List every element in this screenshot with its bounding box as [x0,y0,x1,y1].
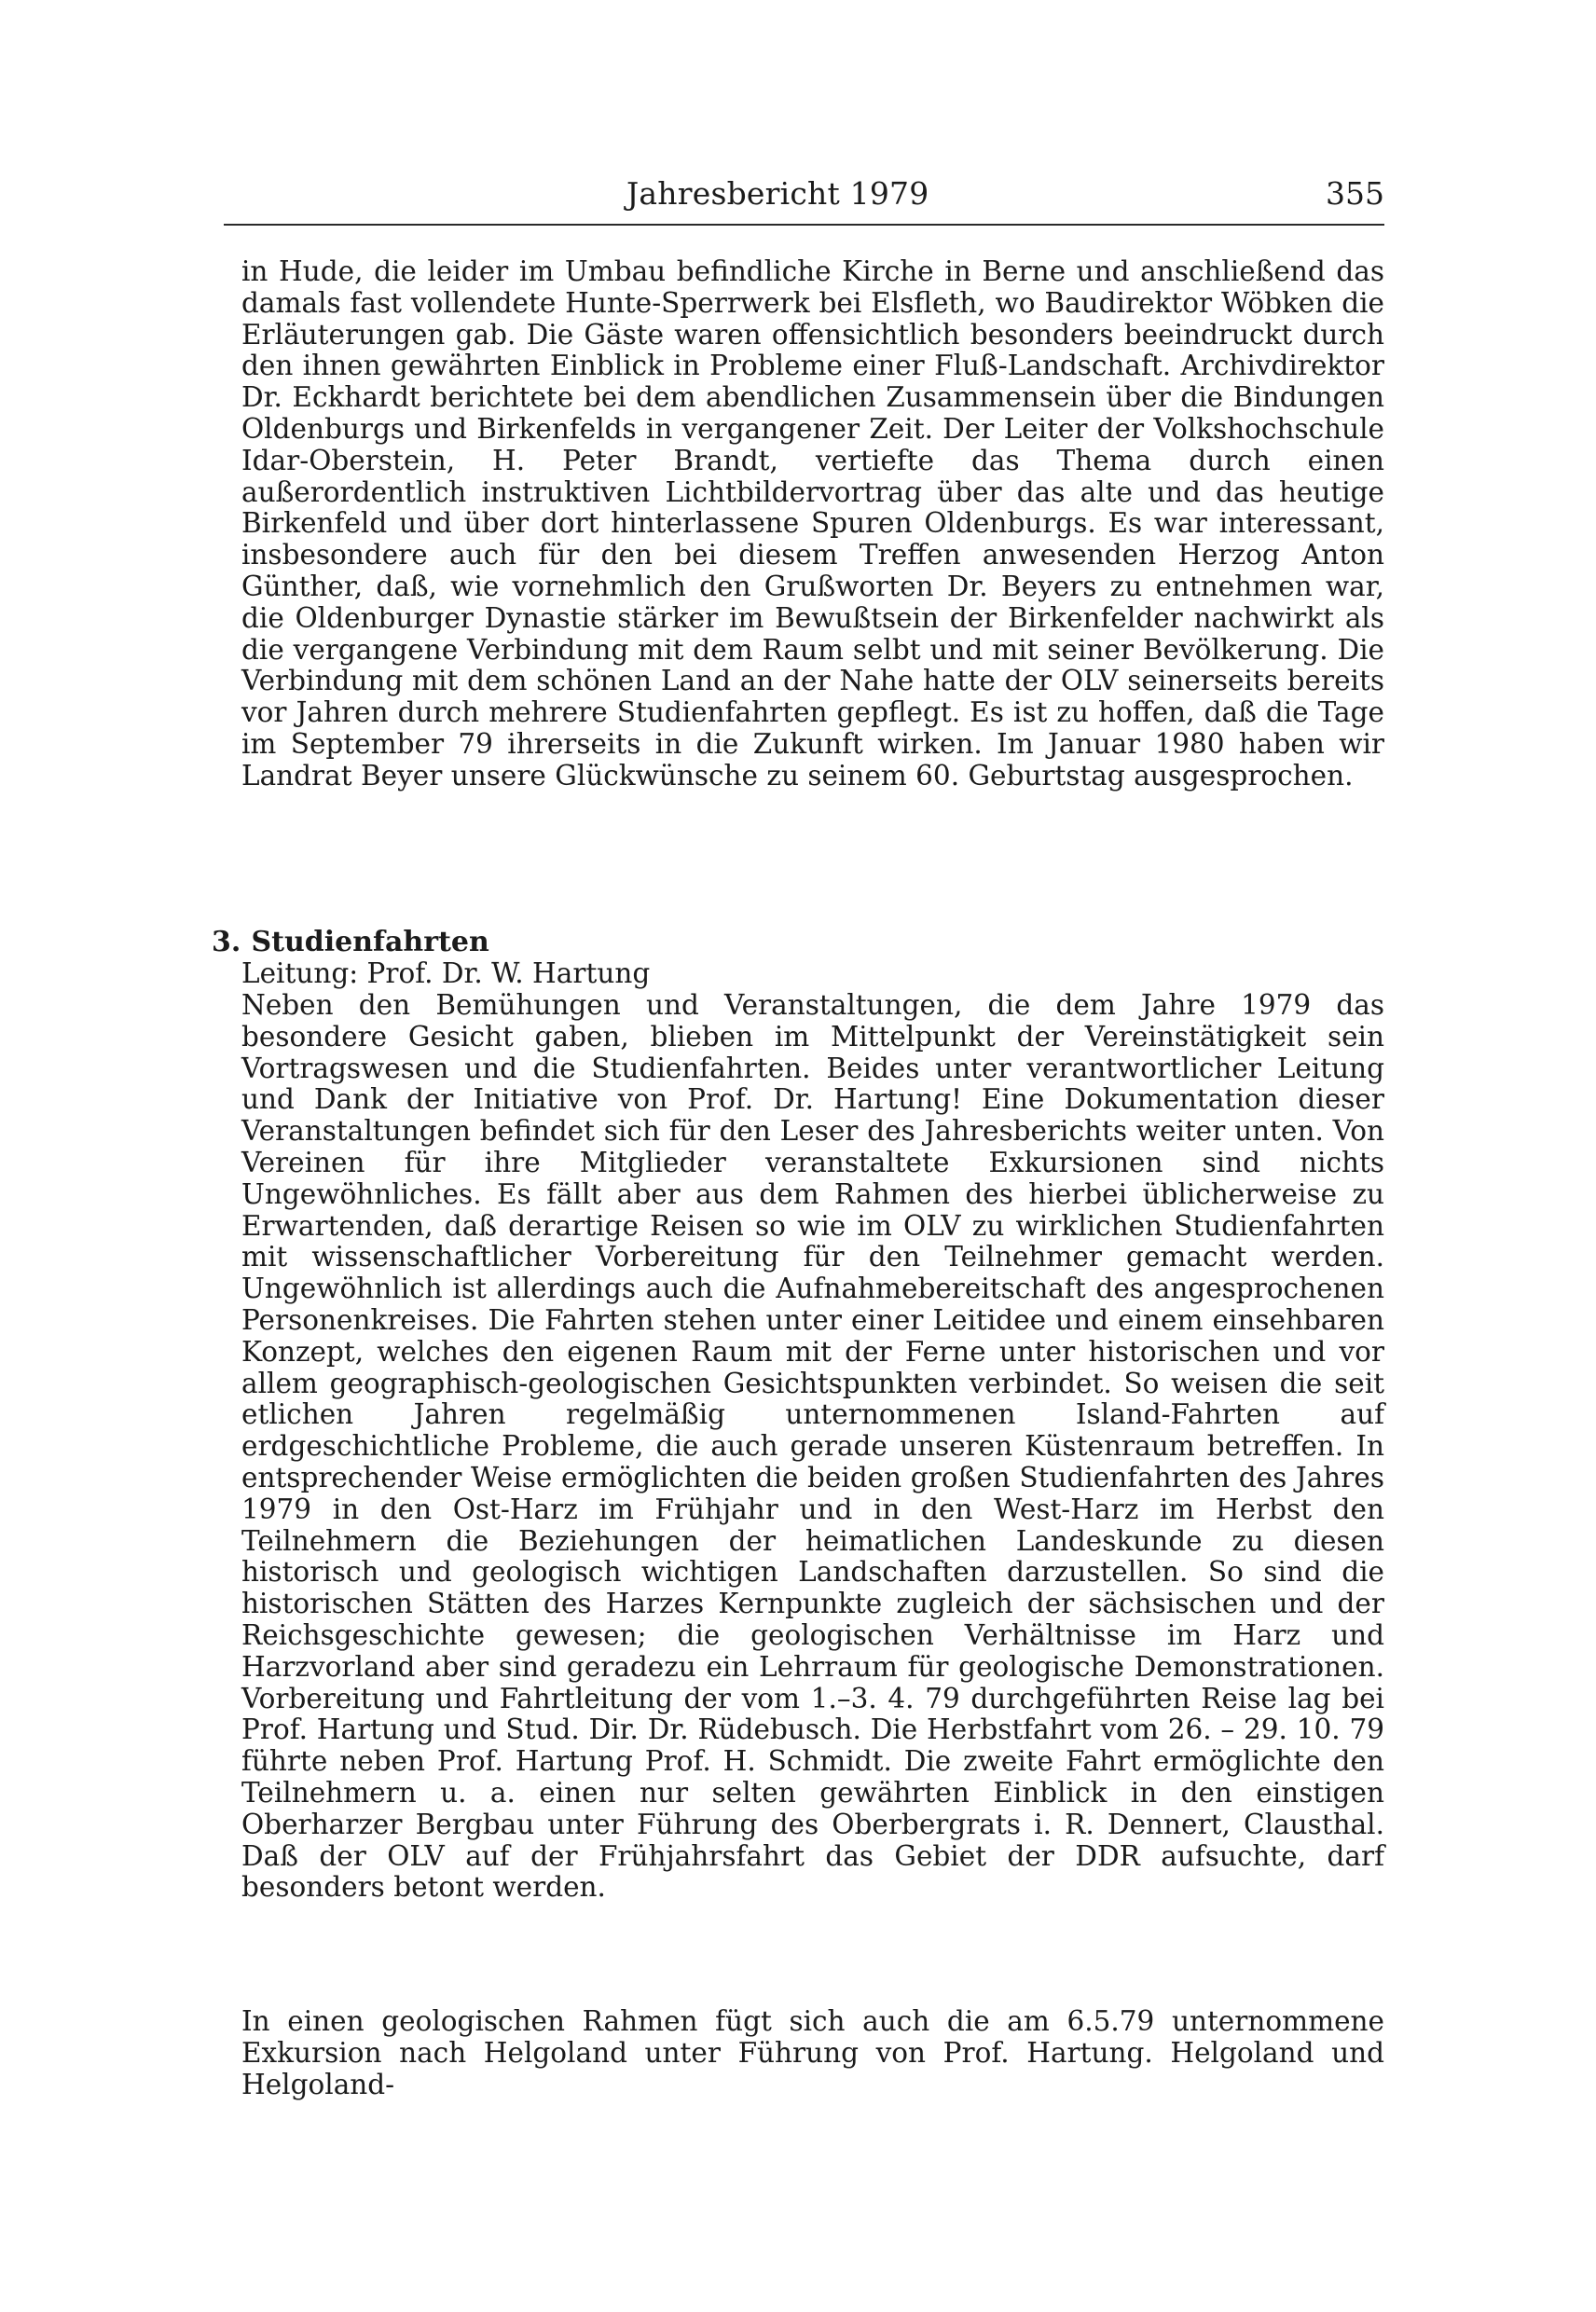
paragraph-1-text: in Hude, die leider im Umbau befindliche Kirche in Berne und anschließend das damals fast vollendete Hunte-Sperrwerk bei Elsfleth, wo Baudirektor Wöbken die Erläuterungen gab. Die Gäste waren offensichtlich besonders beeindruckt durch den ihnen gewährten Einblick in Probleme einer Fluß-Landschaft. Archivdirektor Dr. Eckhardt berichtete bei dem abendlichen Zusammensein über die Bindungen Oldenburgs und Birkenfelds in vergangener Zeit. Der Leiter der Volkshochschule Idar-Oberstein, H. Peter Brandt, vertiefte das Thema durch einen außerordentlich instruktiven Lichtbildervortrag über das alte und das heutige Birkenfeld und über dort hinterlassene Spuren Oldenburgs. Es war interessant, insbesondere auch für den bei diesem Treffen anwesenden Herzog Anton Günther, daß, wie vornehmlich den Grußworten Dr. Beyers zu entnehmen war, die Oldenburger Dynastie stärker im Bewußtsein der Birkenfelder nachwirkt als die vergangene Verbindung mit dem Raum selbt und mit seiner Bevölkerung. Die Verbindung mit dem schönen Land an der Nahe hatte der OLV seinerseits bereits vor Jahren durch mehrere Studienfahrten gepflegt. Es ist zu hoffen, daß die Tage im September 79 ihrerseits in die Zukunft wirken. Im Januar 1980 haben wir Landrat Beyer unsere Glückwünsche zu seinem 60. Geburtstag ausgesprochen. [241,255,1384,791]
section-heading [212,927,1386,958]
paragraph-3 [241,2006,1384,2100]
header-rule [224,224,1384,226]
leitung-text: Leitung: Prof. Dr. W. Hartung [241,957,651,989]
paragraph-3-text: In einen geologischen Rahmen fügt sich auch die am 6.5.79 unternommene Exkursion nach Helgoland unter Führung von Prof. Hartung. Helgoland und Helgoland- [241,2005,1384,2100]
page-number: 355 [1326,175,1384,212]
paragraph-1 [241,256,1384,792]
section-number: 3. [212,926,241,958]
running-title: Jahresbericht 1979 [626,175,929,212]
section-leitung [241,958,1384,990]
paragraph-2-text: Neben den Bemühungen und Veranstaltungen, die dem Jahre 1979 das besondere Gesicht gaben, blieben im Mittelpunkt der Vereinstätigkeit sein Vortragswesen und die Studienfahrten. Beides unter verantwortlicher Leitung und Dank der Initiative von Prof. Dr. Hartung! Eine Dokumentation dieser Veranstaltungen befindet sich für den Leser des Jahresberichts weiter unten. Von Vereinen für ihre Mitglieder veranstaltete Exkursionen sind nichts Ungewöhnliches. Es fällt aber aus dem Rahmen des hierbei üblicherweise zu Erwartenden, daß derartige Reisen so wie im OLV zu wirklichen Studienfahrten mit wissenschaftlicher Vorbereitung für den Teilnehmer gemacht werden. Ungewöhnlich ist allerdings auch die Aufnahmebereitschaft des angesprochenen Personenkreises. Die Fahrten stehen unter einer Leitidee und einem einsehbaren Konzept, welches den eigenen Raum mit der Ferne unter historischen und vor allem geographisch-geologischen Gesichtspunkten verbindet. So weisen die seit etlichen Jahren regelmäßig unternommenen Island-Fahrten auf erdgeschichtliche Probleme, die auch gerade unseren Küstenraum betreffen. In entsprechender Weise ermöglichten die beiden großen Studienfahrten des Jahres 1979 in den Ost-Harz im Frühjahr und in den West-Harz im Herbst den Teilnehmern die Beziehungen der heimatlichen Landeskunde zu diesen historisch und geologisch wichtigen Landschaften darzustellen. So sind die historischen Stätten des Harzes Kernpunkte zugleich der sächsischen und der Reichsgeschichte gewesen; die geologischen Verhältnisse im Harz und Harzvorland aber sind geradezu ein Lehrraum für geologische Demonstrationen. Vorbereitung und Fahrtleitung der vom 1.–3. 4. 79 durchgeführten Reise lag bei Prof. Hartung und Stud. Dir. Dr. Rüdebusch. Die Herbstfahrt vom 26. – 29. 10. 79 führte neben Prof. Hartung Prof. H. Schmidt. Die zweite Fahrt ermöglichte den Teilnehmern u. a. einen nur selten gewährten Einblick in den einstigen Oberharzer Bergbau unter Führung des Oberbergrats i. R. Dennert, Clausthal. Daß der OLV auf der Frühjahrsfahrt das Gebiet der DDR aufsuchte, darf besonders betont werden. [241,989,1384,1904]
paragraph-2 [241,990,1384,1904]
running-header [224,166,1384,222]
section-title: Studienfahrten [251,926,489,958]
